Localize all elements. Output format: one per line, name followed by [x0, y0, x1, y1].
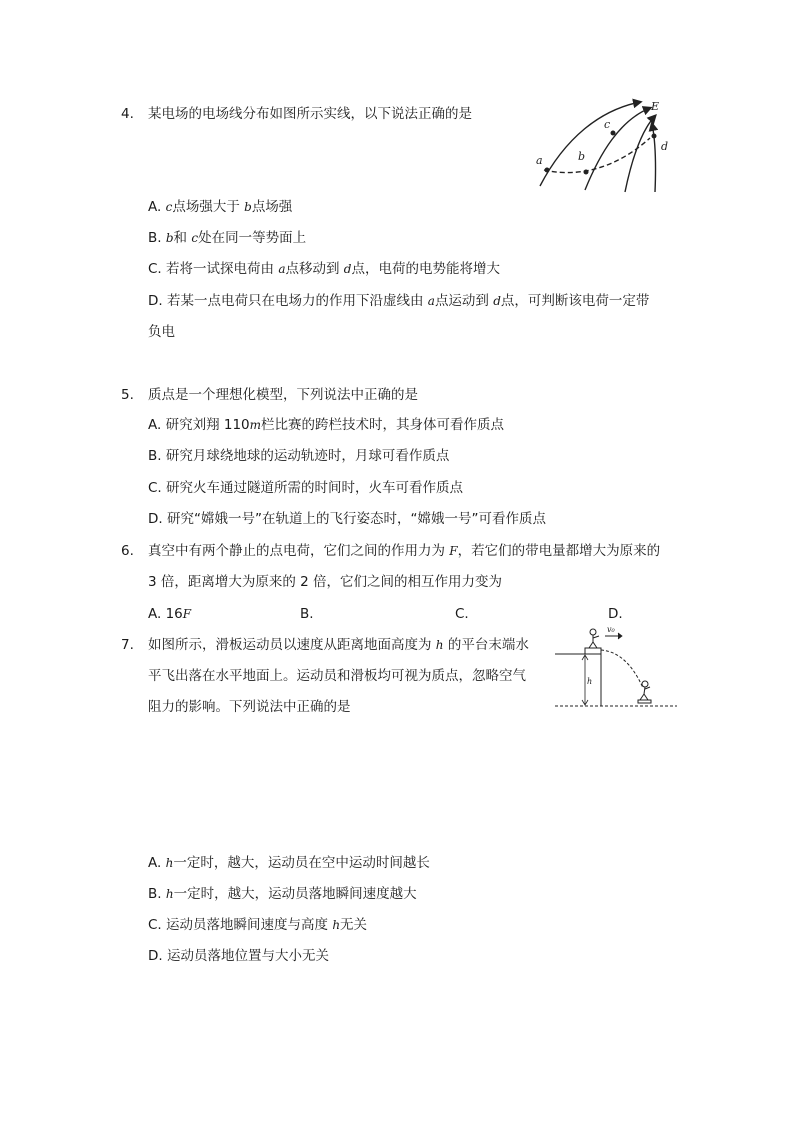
question-stem-continued: 平飞出落在水平地面上。运动员和滑板均可视为质点，忽略空气	[148, 668, 526, 684]
question-stem: 如图所示，滑板运动员以速度从距离地面高度为 h 的平台末端水	[148, 637, 529, 653]
question-stem: 某电场的电场线分布如图所示实线，以下说法正确的是	[148, 106, 472, 122]
option-d-continued: 负电	[148, 324, 175, 340]
label-a: a	[536, 154, 543, 167]
trajectory	[601, 650, 643, 688]
question-number: 4.	[121, 106, 134, 122]
option-a: A. 16F	[148, 606, 192, 622]
platform	[585, 648, 601, 654]
field-line	[540, 102, 640, 186]
option-a: A. h一定时，越大，运动员在空中运动时间越长	[148, 855, 430, 871]
label-E: E	[651, 100, 660, 113]
option-b: B.	[300, 606, 314, 622]
field-line	[585, 108, 650, 190]
option-c: C. 运动员落地瞬间速度与高度 h无关	[148, 917, 368, 933]
option-b: B. 研究月球绕地球的运动轨迹时，月球可看作质点	[148, 448, 450, 464]
option-a: A. c点场强大于 b点场强	[148, 199, 293, 215]
question-number: 5.	[121, 387, 134, 403]
option-d: D. 运动员落地位置与大小无关	[148, 948, 329, 964]
question-stem: 质点是一个理想化模型，下列说法中正确的是	[148, 387, 418, 403]
label-h: h	[587, 677, 593, 686]
question-stem-continued: 3 倍，距离增大为原来的 2 倍，它们之间的相互作用力变为	[148, 574, 503, 590]
question-stem-continued: 阻力的影响。下列说法中正确的是	[148, 699, 351, 715]
label-c: c	[604, 118, 611, 131]
question-stem: 真空中有两个静止的点电荷，它们之间的作用力为 F，若它们的带电量都增大为原来的	[148, 543, 661, 559]
question-number: 7.	[121, 637, 134, 653]
option-c: C. 研究火车通过隧道所需的时间时，火车可看作质点	[148, 480, 464, 496]
option-c: C. 若将一试探电荷由 a点移动到 d点，电荷的电势能将增大	[148, 261, 500, 277]
skater-landing	[638, 681, 651, 703]
option-b: B. b和 c处在同一等势面上	[148, 230, 307, 246]
skateboard-figure	[555, 622, 677, 710]
label-b: b	[578, 150, 586, 163]
label-v0: v₀	[607, 625, 615, 634]
option-b: B. h一定时，越大，运动员落地瞬间速度越大	[148, 886, 417, 902]
option-a: A. 研究刘翔 110m栏比赛的跨栏技术时，其身体可看作质点	[148, 417, 505, 433]
option-d: D.	[608, 606, 623, 622]
skater-top	[589, 629, 599, 648]
option-d: D. 若某一点电荷只在电场力的作用下沿虚线由 a点运动到 d点，可判断该电荷一定带	[148, 293, 650, 309]
option-d: D. 研究“嫦娥一号”在轨道上的飞行姿态时，“嫦娥一号”可看作质点	[148, 511, 546, 527]
option-c: C.	[455, 606, 469, 622]
electric-field-figure	[530, 98, 680, 194]
question-number: 6.	[121, 543, 134, 559]
label-d: d	[661, 140, 669, 153]
